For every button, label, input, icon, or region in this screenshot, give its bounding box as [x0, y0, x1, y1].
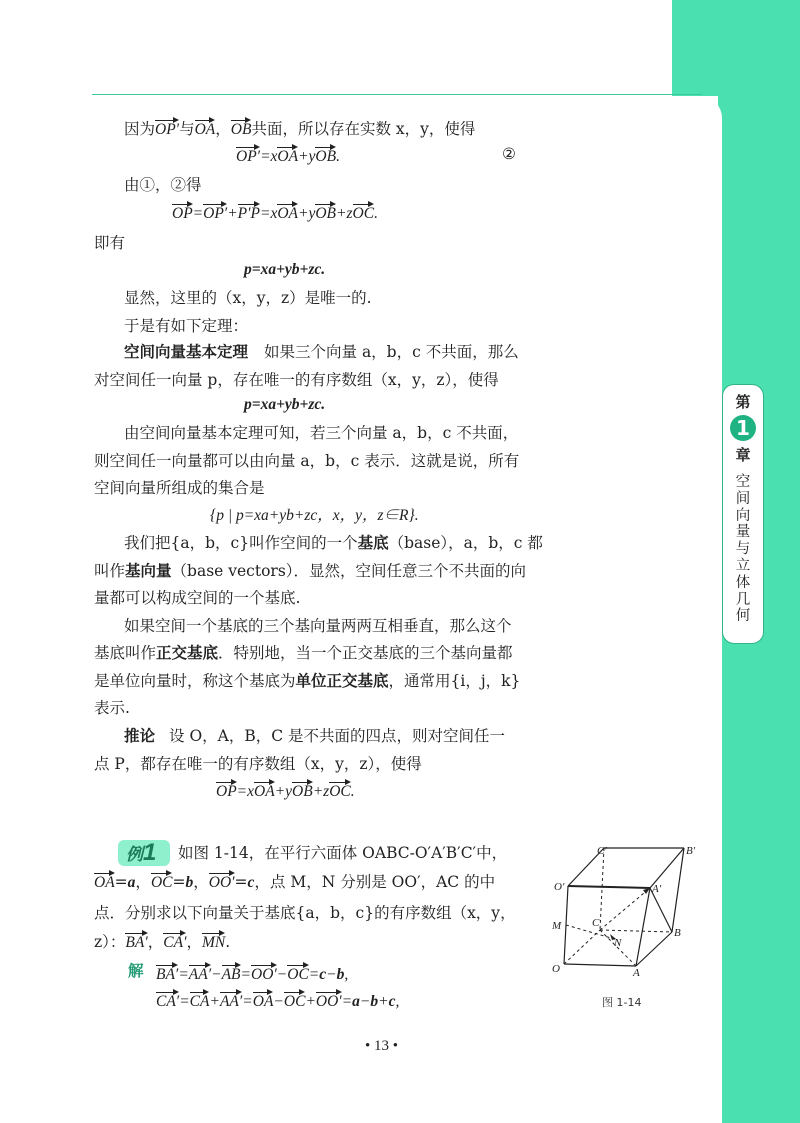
theorem-equation: p=xa+yb+zc. [244, 396, 326, 413]
term-base-vectors: 基向量 [125, 563, 172, 580]
label-o-prime: O′ [554, 881, 565, 893]
equation-op-prime: OP′=xOA+yOB. [236, 144, 340, 167]
solution-line-1: BA′=AA′−AB=OO′−OC=c−b, [156, 962, 348, 985]
set-expression: {p | p=xa+yb+zc，x，y，z∈R}. [210, 507, 419, 524]
theorem-line-2: 对空间任一向量 p，存在唯一的有序数组（x，y，z），使得 [94, 371, 499, 389]
text-line-1: 因为OP′与OA，OB共面，所以存在实数 x，y，使得 [124, 117, 475, 140]
text-line-3: 由①，②得 [124, 176, 202, 194]
term-basis: 基底 [357, 535, 389, 552]
label-c: C [592, 917, 600, 929]
chapter-title: 空 间 向 量 与 立 体 几 何 [735, 474, 751, 625]
header-rule [92, 94, 702, 95]
term-orthogonal-basis: 正交基底 [156, 645, 219, 662]
para3-line-3: 是单位向量时，称这个基底为单位正交基底，通常用{i，j，k} [94, 672, 521, 690]
label-o: O [552, 963, 560, 975]
figure-parallelepiped [540, 840, 720, 990]
solution-line-2: CA′=CA+AA′=OA−OC+OO′=a−b+c, [156, 989, 399, 1012]
figure-caption: 图 1-14 [602, 996, 642, 1009]
label-b: B [674, 927, 681, 939]
para1-line-2: 则空间任一向量都可以由向量 a，b，c 表示．这就是说，所有 [94, 452, 520, 470]
corollary-line-1: 推论 设 O，A，B，C 是不共面的四点，则对空间任一 [124, 727, 506, 745]
chapter-side-tab [722, 384, 764, 644]
label-b-prime: B′ [686, 845, 696, 857]
example-line-2: OA=a，OC=b，OO′=c，点 M，N 分别是 OO′，AC 的中 [94, 870, 495, 893]
label-m: M [552, 920, 562, 932]
chapter-number: 1 [736, 416, 750, 440]
example-line-1: 如图 1-14，在平行六面体 OABC-O′A′B′C′中， [178, 844, 508, 862]
para3-line-4: 表示. [94, 699, 130, 717]
label-a: A [633, 967, 640, 979]
label-c-prime: C′ [597, 845, 607, 857]
corollary-line-2: 点 P，都存在唯一的有序数组（x，y，z），使得 [94, 755, 422, 773]
equation-p: p=xa+yb+zc. [244, 261, 326, 278]
text-line-7: 显然，这里的（x，y，z）是唯一的. [124, 289, 372, 307]
equation-number-2: ② [502, 145, 516, 163]
text-line-8: 于是有如下定理： [124, 317, 249, 335]
corollary-equation: OP=xOA+yOB+zOC. [216, 779, 355, 802]
para1-line-1: 由空间向量基本定理可知，若三个向量 a，b，c 不共面， [124, 424, 519, 442]
para2-line-1: 我们把{a，b，c}叫作空间的一个基底（base），a，b，c 都 [124, 534, 543, 552]
solution-label: 解 [128, 963, 144, 980]
term-unit-orthogonal-basis: 单位正交基底 [295, 673, 389, 690]
label-a-prime: A′ [652, 883, 662, 895]
example-badge: 例1 [118, 840, 170, 866]
chapter-number-badge [730, 415, 756, 441]
example-line-3: 点．分别求以下向量关于基底{a，b，c}的有序数组（x，y， [94, 904, 516, 922]
para1-line-3: 空间向量所组成的集合是 [94, 479, 265, 497]
text-line-5: 即有 [94, 234, 126, 252]
top-accent-bar [672, 0, 800, 96]
equation-op-full: OP=OP′+P′P=xOA+yOB+zOC. [172, 201, 378, 224]
page-number: • 13 • [365, 1038, 399, 1054]
theorem-line-1: 空间向量基本定理 如果三个向量 a，b，c 不共面，那么 [124, 343, 519, 361]
para3-line-1: 如果空间一个基底的三个基向量两两互相垂直，那么这个 [124, 617, 512, 635]
label-n: N [614, 937, 622, 949]
para2-line-2: 叫作基向量（base vectors）．显然，空间任意三个不共面的向 [94, 562, 527, 580]
theorem-title: 空间向量基本定理 [124, 344, 249, 361]
chapter-suffix: 章 [735, 446, 751, 464]
example-line-4: z）：BA′，CA′，MN. [94, 930, 230, 953]
para2-line-3: 量都可以构成空间的一个基底. [94, 589, 301, 607]
chapter-prefix: 第 [735, 393, 751, 411]
para3-line-2: 基底叫作正交基底．特别地，当一个正交基底的三个基向量都 [94, 644, 513, 662]
corollary-title: 推论 [124, 728, 156, 745]
